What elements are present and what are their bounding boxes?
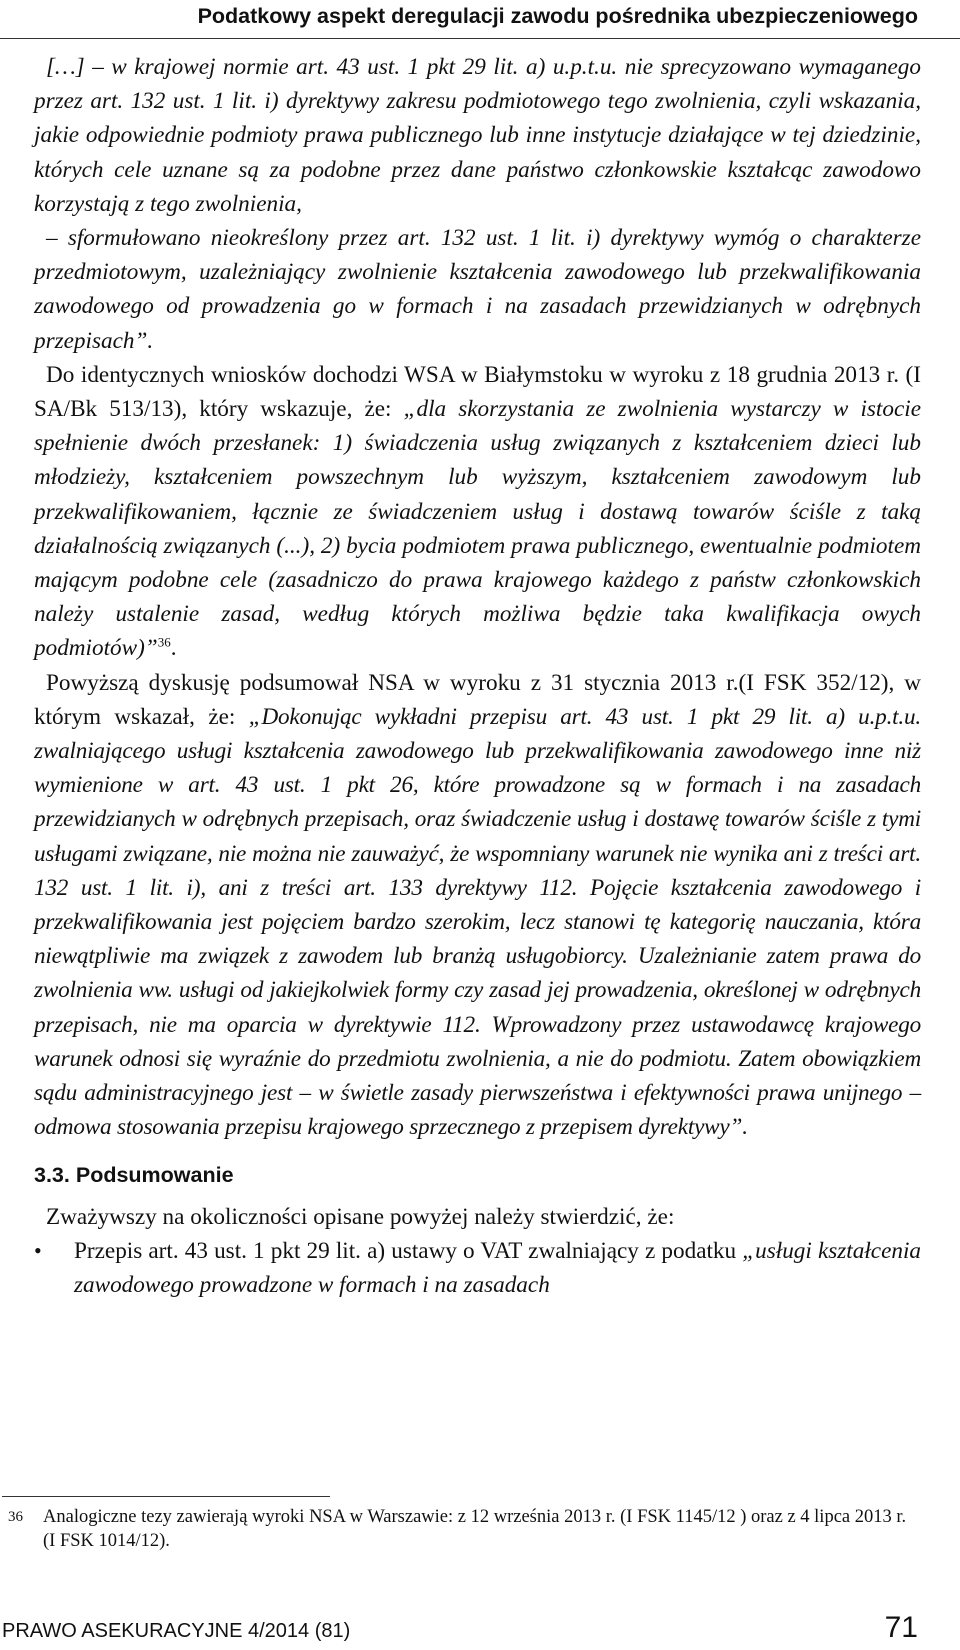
page-number: 71 — [884, 1611, 918, 1644]
footnote-reference: 36 — [157, 634, 171, 650]
section-title: Podsumowanie — [75, 1162, 234, 1187]
bullet-text-plain: Przepis art. 43 ust. 1 pkt 29 lit. a) ustawy o VAT zwalniający z podatku — [74, 1237, 743, 1264]
journal-name: PRAWO ASEKURACYJNE 4/2014 (81) — [2, 1620, 351, 1642]
bullet-text-quote: „usługi kształcenia zawodowego prowadzone w formach i na zasadach — [74, 1237, 921, 1299]
paragraph-nsa-quote: „Dokonując wykładni przepisu art. 43 ust. 1 pkt 29 lit. a) u.p.t.u. zwalniającego usługi kształcenia zawodowego lub przekwalifikowania zawodowego inne niż wymienione w art. 43 ust. 1 pkt 26, które prowadzone są w formach i na zasadach przewidzianych w odrębnych przepisach, oraz świadczenie usług i dostawę towarów ściśle z tymi usługami związane, nie można nie zauważyć, że wspomniany warunek nie wynika ani z treści art. 132 ust. 1 lit. i), ani z treści art. 133 dyrektywy 112. Pojęcie kształcenia zawodowego i przekwalifikowania jest pojęciem bardzo szerokim, lecz stanowi tę kategorię nauczania, która niewątpliwie ma związek z zawodem lub branżą usługobiorcy. Uzależnianie zatem prawa do zwolnienia ww. usługi od jakiejkolwiek formy czy zasad jej prowadzenia, określonej w odrębnych przepisach, nie ma oparcia w dyrektywie 112. Wprowadzony przez ustawodawcę krajowego warunek odnosi się wyraźnie do przedmiotu zwolnienia, a nie do podmiotu. Zatem obowiązkiem sądu administracyjnego jest – w świetle zasady pierwszeństwa i efektywności prawa unijnego – odmowa stosowania przepisu krajowego sprzecznego z przepisem dyrektywy”. — [34, 703, 921, 1141]
paragraph-wsa: Do identycznych wniosków dochodzi WSA w Białymstoku w wyroku z 18 grudnia 2013 r. (I SA/Bk 513/13), który wskazuje, że: „dla skorzystania ze zwolnienia wystarczy w istocie spełnienie dwóch przesłanek: 1) świadczenia usług związanych z kształceniem dzieci lub młodzieży, kształceniem powszechnym lub wyższym, kształceniem zawodowym lub przekwalifikowaniem, łącznie ze świadczeniem usług i dostawą towarów ściśle z taką działalnością związanych (...), 2) bycia podmiotem prawa publicznego, ewentualnie podmiotem mającym podobne cele (zasadniczo do prawa krajowego każdego z państw członkowskich należy ustalenie zasad, według których możliwa będzie taka kwalifikacja owych podmiotów)”$^{36}$. — [34, 361, 921, 662]
paragraph-nsa — [34, 666, 921, 1145]
paragraph-nsa-text: Powyższą dyskusję podsumował NSA w wyroku z 31 stycznia 2013 r.(I FSK 352/12), w którym wskazał, że: — [34, 669, 921, 730]
footnote-rule — [2, 1496, 330, 1497]
quote-paragraph-1 — [34, 50, 921, 221]
footnote-number: 36 — [8, 1509, 23, 1525]
paragraph-summary: Zważywszy na okoliczności opisane powyżej należy stwierdzić, że: — [46, 1203, 675, 1230]
footnote — [8, 1505, 908, 1553]
paragraph-wsa-text: Do identycznych wniosków dochodzi WSA w Białymstoku w wyroku z 18 grudnia 2013 r. (I SA/Bk 513/13), który wskazuje, że: — [34, 361, 921, 423]
quote-text-2: – sformułowano nieokreślony przez art. 132 ust. 1 lit. i) dyrektywy wymóg o charakterze przedmiotowym, uzależniający zwolnienie kształcenia zawodowego lub przekwalifikowania zawodowego od prowadzenia go w formach i na zasadach przewidzianych w odrębnych przepisach”. — [34, 225, 921, 354]
bullet-text — [74, 1234, 921, 1302]
footnote-text: Analogiczne tezy zawierają wyroki NSA w Warszawie: z 12 września 2013 r. (I FSK 1145/12 ) oraz z 4 lipca 2013 r. (I FSK 1014/12). — [43, 1507, 907, 1551]
header-rule — [0, 38, 960, 39]
bullet-item — [34, 1234, 921, 1302]
section-number: 3.3. — [34, 1162, 70, 1187]
section-heading — [34, 1158, 921, 1192]
quote-paragraph-2 — [34, 221, 921, 358]
bullet-icon: • — [34, 1237, 42, 1263]
quote-text-1: […] – w krajowej normie art. 43 ust. 1 pkt 29 lit. a) u.p.t.u. nie sprecyzowano wymaganego przez art. 132 ust. 1 lit. i) dyrektywy zakresu podmiotowego tego zwolnienia, czyli wskazania, jakie odpowiednie podmioty prawa publicznego lub inne instytucje działające w tej dziedzinie, których cele uznane są za podobne przez dane państwo członkowskie kształcąc zawodowo korzystają z tego zwolnienia, — [34, 54, 921, 217]
paragraph-wsa-quote: „dla skorzystania ze zwolnienia wystarczy w istocie spełnienie dwóch przesłanek: 1) świadczenia usług związanych z kształceniem dzieci lub młodzieży, kształceniem powszechnym lub wyższym, kształceniem zawodowym lub przekwalifikowaniem, łącznie ze świadczeniem usług i dostawą towarów ściśle z taką działalnością związanych (...), 2) bycia podmiotem prawa publicznego, ewentualnie podmiotem mającym podobne cele (zasadniczo do prawa krajowego każdego z państw członkowskich należy ustalenie zasad, według których możliwa będzie taka kwalifikacja owych podmiotów)” — [34, 396, 921, 662]
running-header: Podatkowy aspekt deregulacji zawodu pośrednika ubezpieczeniowego — [197, 4, 918, 28]
article-body — [34, 50, 921, 1302]
